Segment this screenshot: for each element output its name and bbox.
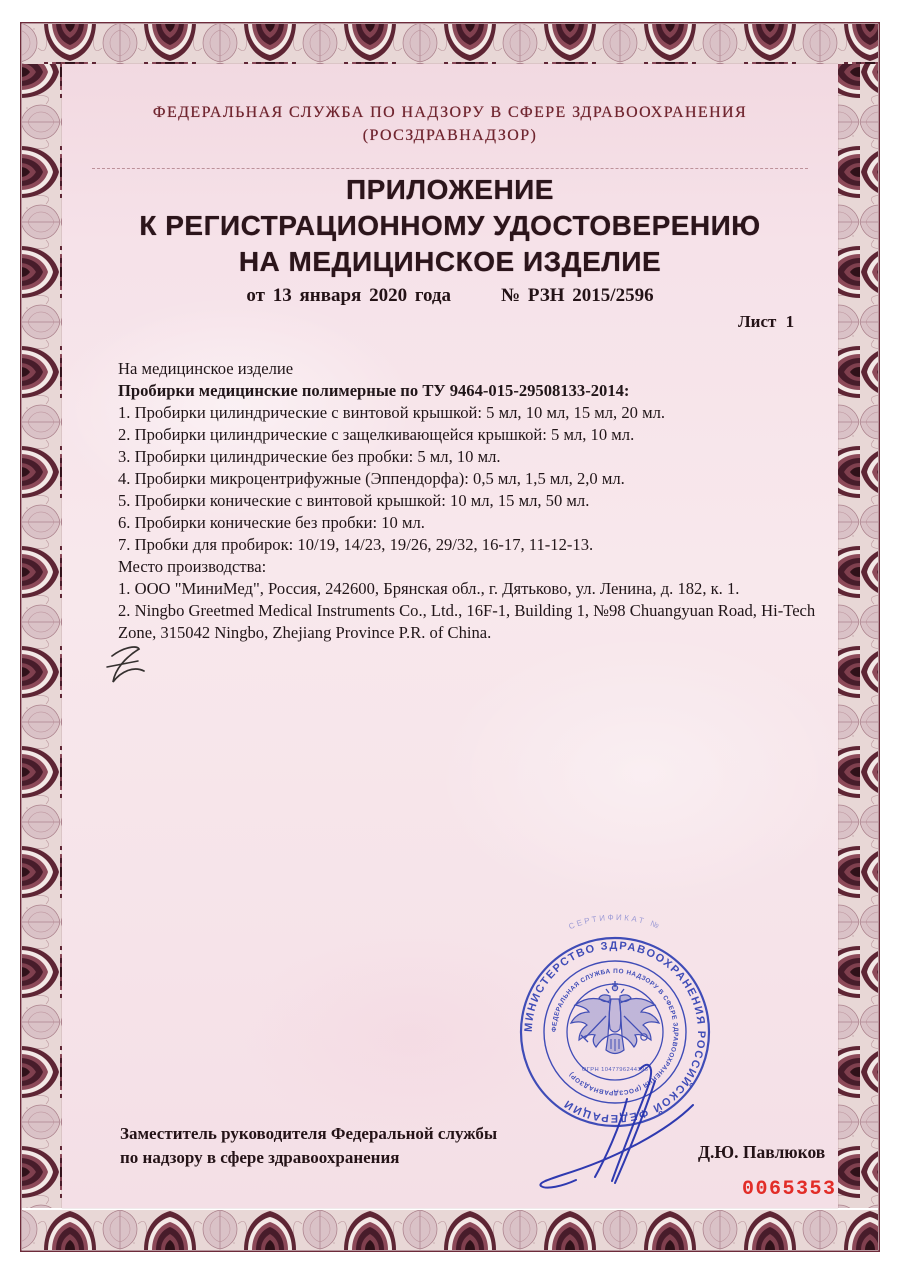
date-number-row xyxy=(62,285,838,307)
intro-line: На медицинское изделие xyxy=(118,359,294,378)
product-item: 7. Пробки для пробирок: 10/19, 14/23, 19/26, 29/32, 16-17, 11-12-13. xyxy=(118,535,594,554)
product-item: 6. Пробирки конические без пробки: 10 мл. xyxy=(118,513,425,532)
frame-bottom-band xyxy=(22,1210,878,1250)
document-title-line2: К РЕГИСТРАЦИОННОМУ УДОСТОВЕРЕНИЮ xyxy=(139,210,761,241)
issue-date: от 13 января 2020 года xyxy=(246,285,452,306)
seal-top-arc-text: СЕРТИФИКАТ № xyxy=(567,912,663,932)
frame-top-band xyxy=(22,24,878,64)
agency-name-line2: (РОСЗДРАВНАДЗОР) xyxy=(362,127,538,144)
registration-number: № РЗН 2015/2596 xyxy=(501,285,654,306)
product-item: 2. Пробирки цилиндрические с защелкивающейся крышкой: 5 мл, 10 мл. xyxy=(118,425,635,444)
svg-text:СЕРТИФИКАТ № xyxy=(567,913,662,931)
document-title-line1: ПРИЛОЖЕНИЕ xyxy=(346,174,554,205)
production-site: 2. Ningbo Greetmed Medical Instruments Co., Ltd., 16F-1, Building 1, №98 Chuangyuan Road, Hi-Tech Zone, 315042 Ningbo, Zhejiang Province P.R. of China. xyxy=(118,601,816,642)
signatory-title-line2: по надзору в сфере здравоохранения xyxy=(120,1148,400,1167)
seal-ogrn-text: ОГРН 1047796244396 xyxy=(581,1067,649,1073)
seal-outer-ring-text: МИНИСТЕРСТВО ЗДРАВООХРАНЕНИЯ РОССИЙСКОЙ ФЕДЕРАЦИИ xyxy=(522,939,708,1125)
frame-left-band xyxy=(22,64,62,1208)
production-place-label: Место производства: xyxy=(118,557,267,576)
product-item: 4. Пробирки микроцентрифужные (Эппендорфа): 0,5 мл, 1,5 мл, 2,0 мл. xyxy=(118,469,625,488)
signatory-title-block xyxy=(120,1122,640,1170)
serial-number: 0065353 xyxy=(742,1178,837,1201)
frame-right-band xyxy=(838,64,878,1208)
product-title-line: Пробирки медицинские полимерные по ТУ 9464-015-29508133-2014: xyxy=(118,381,630,400)
agency-name-line1: ФЕДЕРАЛЬНАЯ СЛУЖБА ПО НАДЗОРУ В СФЕРЕ ЗДРАВООХРАНЕНИЯ xyxy=(152,104,748,121)
sheet-number-label: Лист 1 xyxy=(738,312,795,331)
header-divider-line xyxy=(92,168,808,169)
document-title-line3: НА МЕДИЦИНСКОЕ ИЗДЕЛИЕ xyxy=(238,246,662,277)
handwritten-mark xyxy=(104,640,164,700)
seal-graphic xyxy=(521,913,709,1126)
product-item: 1. Пробирки цилиндрические с винтовой крышкой: 5 мл, 10 мл, 15 мл, 20 мл. xyxy=(118,403,666,422)
seal-inner-ring-text: ФЕДЕРАЛЬНАЯ СЛУЖБА ПО НАДЗОРУ В СФЕРЕ ЗДРАВООХРАНЕНИЯ (РОСЗДРАВНАДЗОР) xyxy=(550,967,680,1097)
svg-text:МИНИСТЕРСТВО ЗДРАВООХРАНЕНИЯ Р xyxy=(523,940,707,1124)
production-site: 1. ООО "МиниМед", Россия, 242600, Брянская обл., г. Дятьково, ул. Ленина, д. 182, к. 1. xyxy=(118,579,740,598)
double-headed-eagle-icon xyxy=(571,981,659,1054)
signatory-title-line1: Заместитель руководителя Федеральной службы xyxy=(120,1124,498,1143)
product-item: 5. Пробирки конические с винтовой крышкой: 10 мл, 15 мл, 50 мл. xyxy=(118,491,590,510)
certificate-page xyxy=(62,64,838,1208)
product-item: 3. Пробирки цилиндрические без пробки: 5 мл, 10 мл. xyxy=(118,447,501,466)
device-description-block xyxy=(118,358,820,644)
signer-name: Д.Ю. Павлюков xyxy=(698,1142,826,1162)
svg-text:ФЕДЕРАЛЬНАЯ СЛУЖБА ПО НАДЗОРУ xyxy=(551,968,679,1096)
